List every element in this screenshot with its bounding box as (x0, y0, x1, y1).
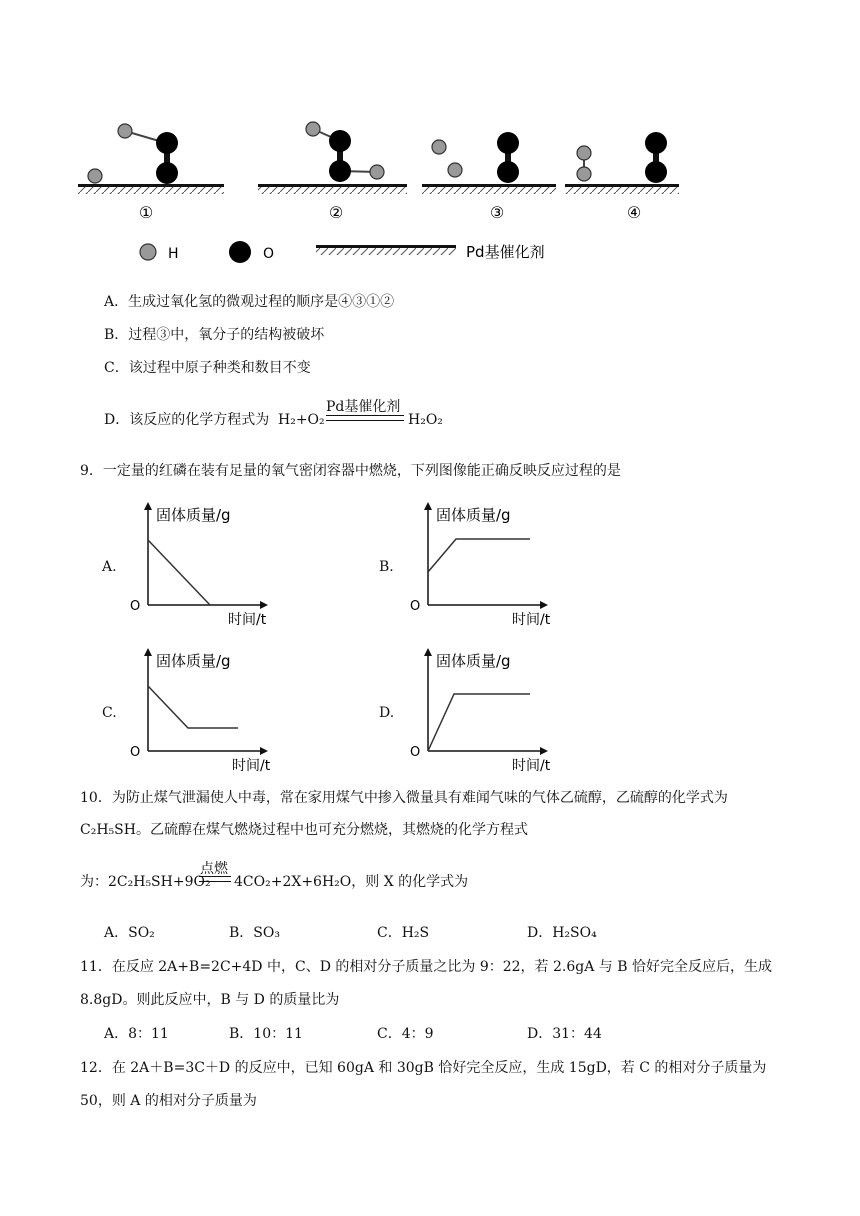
question-text: 一定量的红磷在装有足量的氧气密闭容器中燃烧，下列图像能正确反映反应过程的是 (102, 463, 621, 479)
graph-d-curve (428, 694, 530, 751)
q8-option-a (104, 292, 394, 312)
q10-equation-arrow (199, 876, 231, 882)
q12-line-2: 50，则 A 的相对分子质量为 (80, 1093, 257, 1109)
graph-c-origin: O (130, 745, 141, 760)
o-atom (497, 132, 519, 154)
o-atom (645, 132, 667, 154)
question-number: 11． (80, 959, 112, 975)
o-atom (156, 162, 178, 184)
q10-option-c: C．H₂S (377, 925, 430, 941)
option-text: 过程③中，氧分子的结构被破坏 (128, 327, 325, 343)
q10-equation-condition: 点燃 (200, 861, 228, 877)
graph-b (400, 500, 560, 630)
q9-stem (80, 461, 621, 481)
o-atom (329, 160, 351, 182)
q10-equation-prefix: 为：2C₂H₅SH+9O₂ (80, 874, 211, 890)
q11-line-2: 8.8gD。则此反应中，B 与 D 的质量比为 (80, 992, 340, 1008)
q8-option-b (104, 325, 324, 345)
q12-line-1 (80, 1058, 766, 1078)
q8-option-c (104, 358, 311, 378)
q10-line-2: C₂H₅SH。乙硫醇在煤气燃烧过程中也可充分燃烧，其燃烧的化学方程式 (80, 822, 528, 838)
graph-b-xlabel: 时间/t (512, 612, 551, 628)
graph-c-ylabel: 固体质量/g (156, 652, 231, 670)
q11-option-a: A．8：11 (104, 1026, 169, 1042)
h-atom (88, 169, 102, 183)
q11-option-c: C．4：9 (377, 1026, 434, 1042)
o-atom (497, 161, 519, 183)
panel-4 (565, 132, 679, 194)
h-atom (118, 124, 132, 138)
panel-label-2: ② (328, 203, 344, 222)
h-atom (306, 122, 320, 136)
h-atom (432, 140, 446, 154)
legend-catalyst-icon (316, 245, 456, 248)
q8-equation-arrow (326, 415, 404, 421)
h-atom (577, 146, 591, 160)
graph-b-origin: O (410, 599, 421, 614)
graph-c-xlabel: 时间/t (232, 758, 271, 774)
q8-equation-right: H₂O₂ (408, 412, 443, 428)
panel-1 (78, 124, 224, 194)
option-letter: D． (104, 412, 130, 428)
graph-a-letter: A. (102, 559, 117, 575)
graph-b-ylabel: 固体质量/g (436, 506, 511, 524)
panel-label-4: ④ (626, 203, 642, 222)
panel-3 (422, 132, 556, 194)
panel-2 (258, 122, 407, 194)
question-number: 9． (80, 463, 103, 479)
panel-label-3: ③ (489, 203, 505, 222)
graph-d-xlabel: 时间/t (512, 758, 551, 774)
legend-h-label: H (168, 246, 179, 262)
h-atom (448, 163, 462, 177)
legend-catalyst-label: Pd基催化剂 (466, 243, 545, 261)
graph-b-letter: B. (379, 559, 394, 575)
graph-d-origin: O (410, 745, 421, 760)
graph-c-curve (148, 686, 238, 728)
option-letter: A． (104, 294, 129, 310)
q11-option-b: B．10：11 (229, 1026, 303, 1042)
option-text: 生成过氧化氢的微观过程的顺序是④③①② (128, 294, 395, 310)
question-number: 10． (80, 790, 112, 806)
graph-c-letter: C. (102, 705, 117, 721)
graph-d-letter: D. (379, 705, 395, 721)
q10-line-1 (80, 788, 728, 808)
q11-line-1 (80, 957, 772, 977)
legend-o-label: O (263, 246, 275, 262)
panel-label-1: ① (138, 203, 154, 222)
legend-o-icon (229, 241, 251, 263)
graph-a (120, 500, 280, 630)
q10-option-b: B．SO₃ (229, 925, 280, 941)
graph-c (120, 646, 280, 776)
h-atom (370, 165, 384, 179)
q8-equation-left: H₂+O₂ (278, 412, 325, 428)
q8-option-d (104, 410, 269, 430)
o-atom (645, 161, 667, 183)
graph-d (400, 646, 560, 776)
o-atom (329, 130, 351, 152)
q10-option-a: A．SO₂ (104, 925, 155, 941)
option-letter: B． (104, 327, 129, 343)
legend (140, 241, 545, 263)
question-text: 在反应 2A+B=2C+4D 中，C、D 的相对分子质量之比为 9：22，若 2.6gA 与 B 恰好完全反应后，生成 (111, 959, 772, 975)
q11-option-d: D．31：44 (527, 1026, 602, 1042)
graph-b-curve (428, 539, 530, 572)
graph-a-ylabel: 固体质量/g (156, 506, 231, 524)
h-atom (577, 167, 591, 181)
question-text: 为防止煤气泄漏使人中毒，常在家用煤气中掺入微量具有难闻气味的气体乙硫醇，乙硫醇的化学式为 (111, 790, 728, 806)
option-text: 该过程中原子种类和数目不变 (128, 360, 311, 376)
graph-a-origin: O (130, 599, 141, 614)
legend-h-icon (140, 244, 156, 260)
q10-equation-suffix: 4CO₂+2X+6H₂O，则 X 的化学式为 (234, 874, 469, 890)
q10-option-d: D．H₂SO₄ (527, 925, 597, 941)
question-number: 12． (80, 1060, 112, 1076)
graph-a-curve (148, 540, 210, 605)
q8-equation-condition: Pd基催化剂 (326, 399, 401, 415)
o-atom (156, 132, 178, 154)
option-letter: C． (104, 360, 129, 376)
option-text: 该反应的化学方程式为 (129, 412, 270, 428)
question-text: 在 2A＋B=3C＋D 的反应中，已知 60gA 和 30gB 恰好完全反应，生成 15gD，若 C 的相对分子质量为 (111, 1060, 767, 1076)
graph-d-ylabel: 固体质量/g (436, 652, 511, 670)
graph-a-xlabel: 时间/t (228, 612, 267, 628)
reaction-diagram (0, 0, 860, 270)
